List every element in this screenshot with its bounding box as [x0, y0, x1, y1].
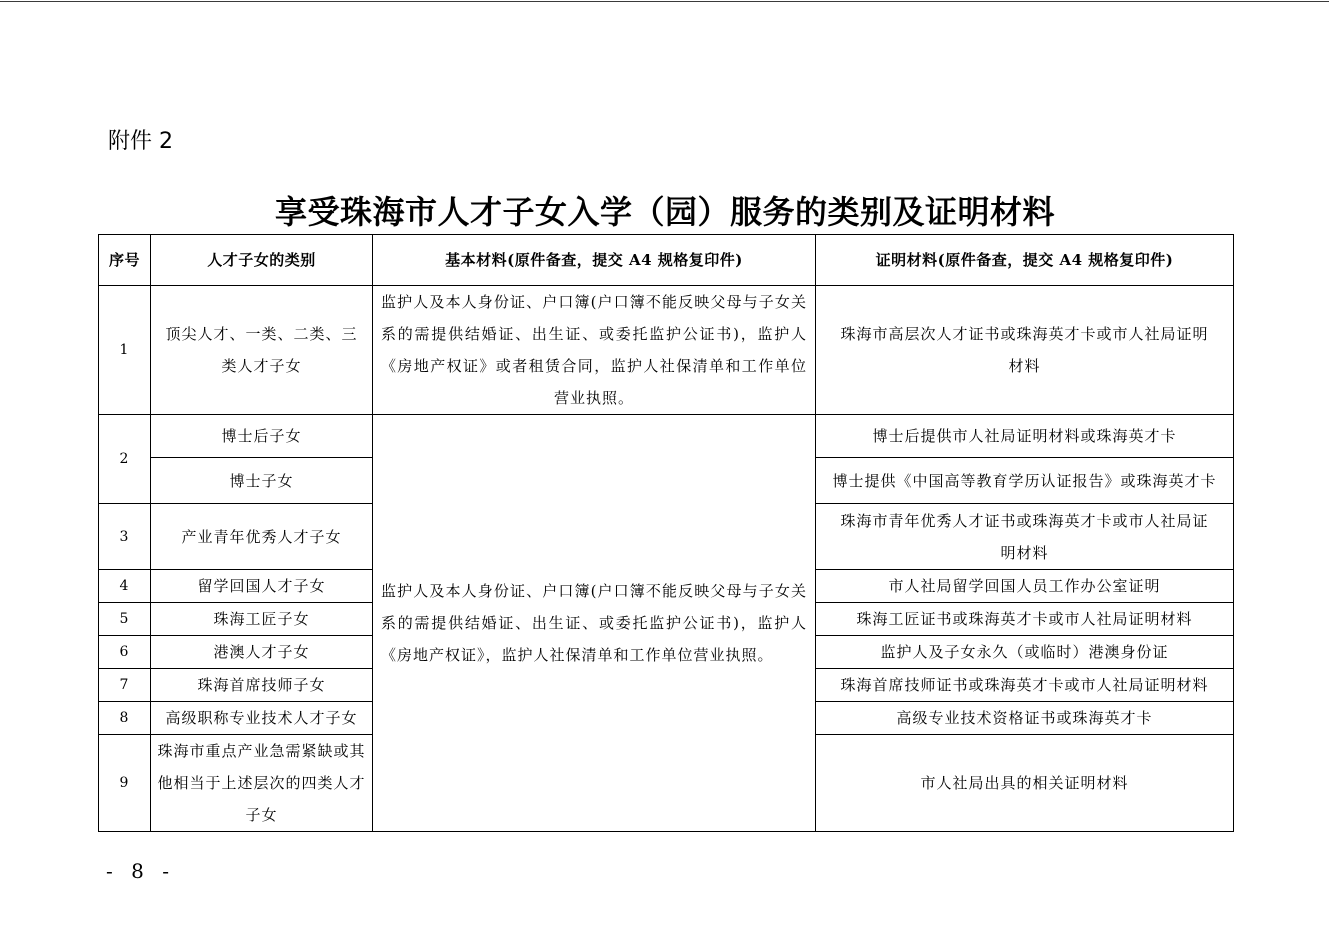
row-category: 港澳人才子女	[151, 636, 373, 669]
row-seq: 7	[99, 669, 151, 702]
page-number: - 8 -	[106, 859, 175, 883]
row-seq: 1	[99, 286, 151, 415]
header-category: 人才子女的类别	[151, 235, 373, 286]
row-proof: 珠海市高层次人才证书或珠海英才卡或市人社局证明材料	[816, 286, 1234, 415]
row-category: 产业青年优秀人才子女	[151, 504, 373, 570]
row-category: 顶尖人才、一类、二类、三类人才子女	[151, 286, 373, 415]
materials-table	[98, 234, 1234, 832]
row-proof: 市人社局出具的相关证明材料	[816, 735, 1234, 832]
row-seq: 9	[99, 735, 151, 832]
row-proof: 珠海市青年优秀人才证书或珠海英才卡或市人社局证明材料	[816, 504, 1234, 570]
row-proof: 市人社局留学回国人员工作办公室证明	[816, 570, 1234, 603]
table-header-row	[99, 235, 1234, 286]
row-seq: 2	[99, 415, 151, 504]
attachment-label: 附件 2	[108, 129, 173, 154]
row-proof: 博士后提供市人社局证明材料或珠海英才卡	[816, 415, 1234, 458]
row-category: 珠海首席技师子女	[151, 669, 373, 702]
row-seq: 3	[99, 504, 151, 570]
row-seq: 5	[99, 603, 151, 636]
table-row	[99, 286, 1234, 415]
basic-materials-text: 监护人及本人身份证、户口簿(户口簿不能反映父母与子女关系的需提供结婚证、出生证、或委托监护公证书)，监护人《房地产权证》，监护人社保清单和工作单位营业执照。	[373, 415, 816, 832]
row-category: 高级职称专业技术人才子女	[151, 702, 373, 735]
row-proof: 高级专业技术资格证书或珠海英才卡	[816, 702, 1234, 735]
row-proof: 珠海工匠证书或珠海英才卡或市人社局证明材料	[816, 603, 1234, 636]
row-category: 珠海市重点产业急需紧缺或其他相当于上述层次的四类人才子女	[151, 735, 373, 832]
header-proof-materials: 证明材料(原件备查，提交 A4 规格复印件)	[816, 235, 1234, 286]
row-proof: 博士提供《中国高等教育学历认证报告》或珠海英才卡	[816, 458, 1234, 504]
row-category: 珠海工匠子女	[151, 603, 373, 636]
table-row	[99, 415, 1234, 458]
header-basic-materials: 基本材料(原件备查，提交 A4 规格复印件)	[373, 235, 816, 286]
row-seq: 6	[99, 636, 151, 669]
row-category: 留学回国人才子女	[151, 570, 373, 603]
document-title: 享受珠海市人才子女入学（园）服务的类别及证明材料	[274, 193, 1055, 231]
row-category: 博士子女	[151, 458, 373, 504]
row-proof: 监护人及子女永久（或临时）港澳身份证	[816, 636, 1234, 669]
row-proof: 珠海首席技师证书或珠海英才卡或市人社局证明材料	[816, 669, 1234, 702]
row-category: 博士后子女	[151, 415, 373, 458]
top-rule	[0, 1, 1329, 2]
row-seq: 8	[99, 702, 151, 735]
basic-materials-text: 监护人及本人身份证、户口簿(户口簿不能反映父母与子女关系的需提供结婚证、出生证、或委托监护公证书)，监护人《房地产权证》或者租赁合同，监护人社保清单和工作单位营业执照。	[373, 286, 816, 415]
row-seq: 4	[99, 570, 151, 603]
header-seq: 序号	[99, 235, 151, 286]
